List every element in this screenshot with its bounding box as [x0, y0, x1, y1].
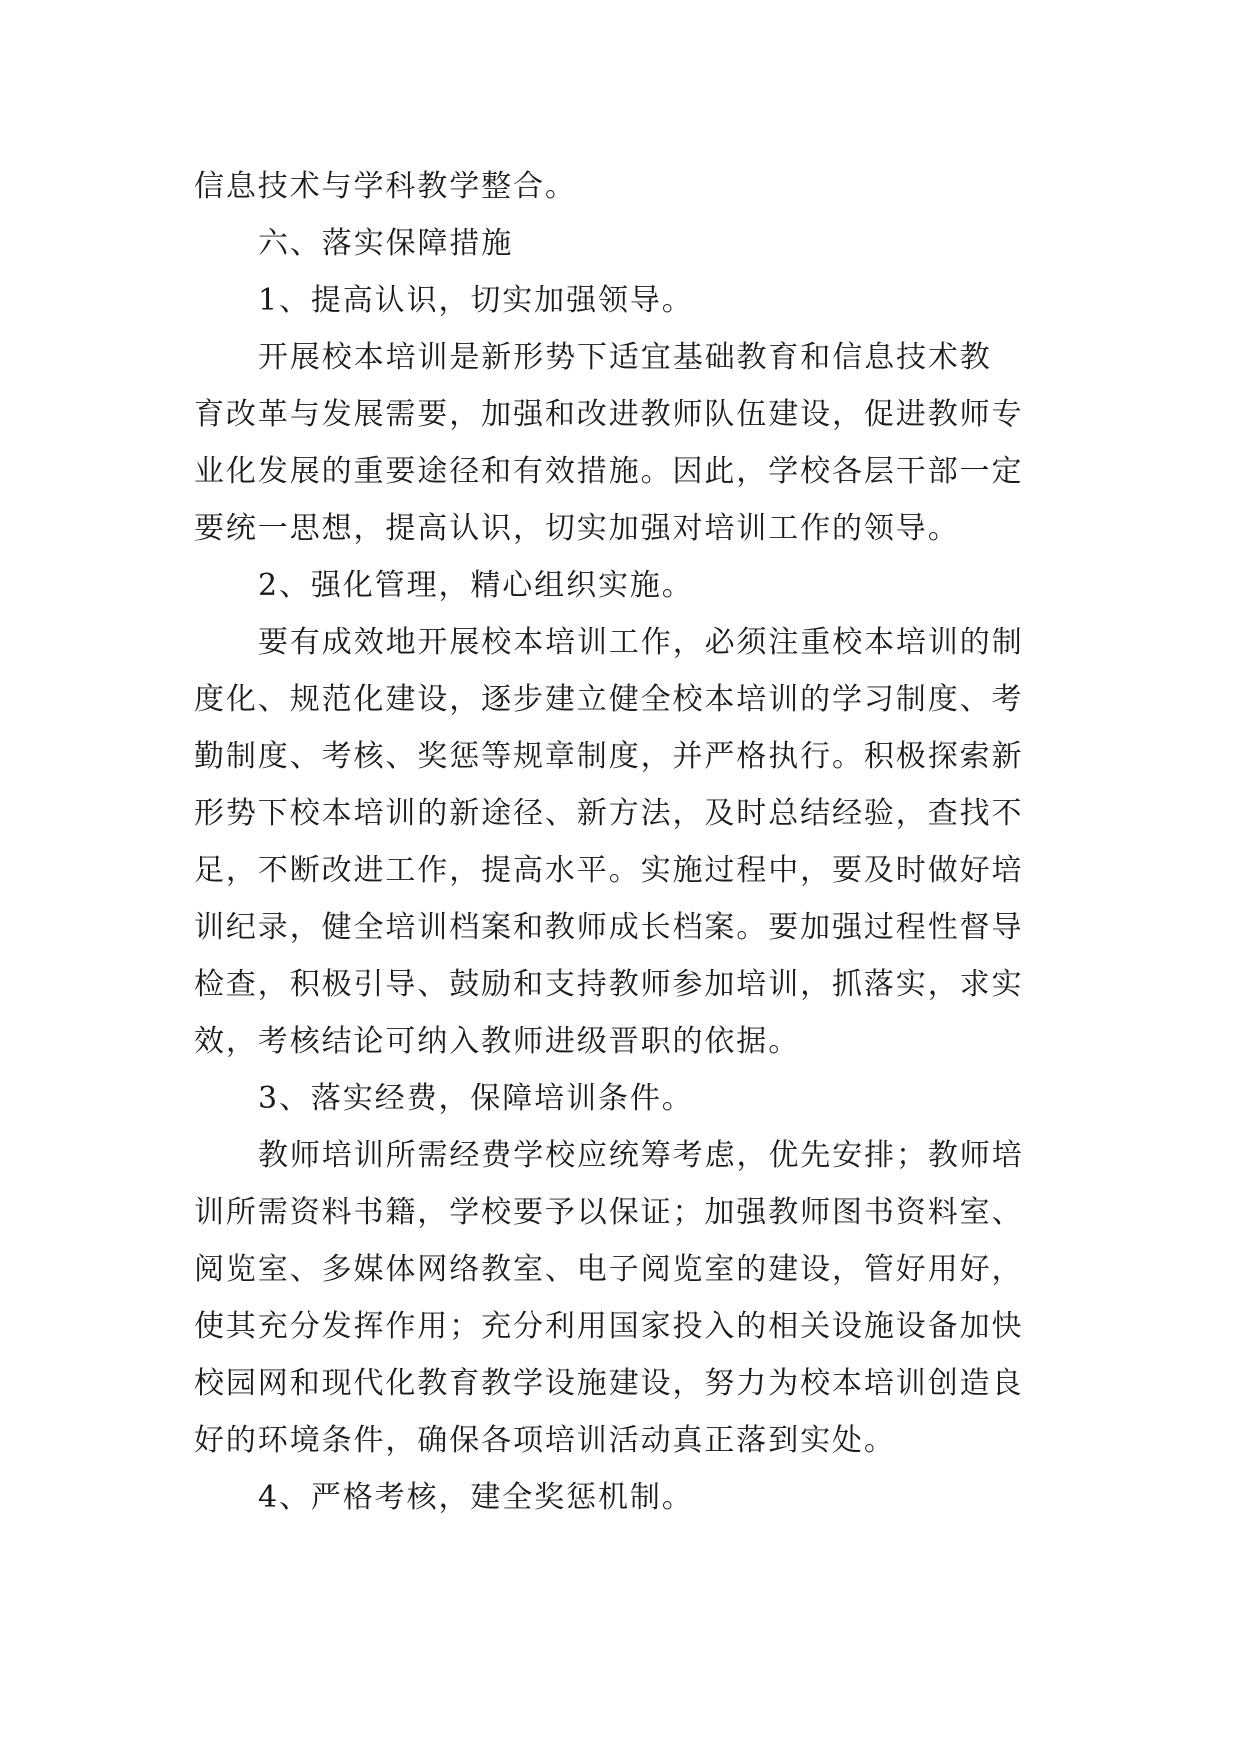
- text-line: 检查，积极引导、鼓励和支持教师参加培训，抓落实，求实: [194, 967, 1024, 1002]
- document-body: [194, 158, 1064, 1526]
- text-line: 4、严格考核，建全奖惩机制。: [258, 1480, 694, 1515]
- text-line: 校园网和现代化教育教学设施建设，努力为校本培训创造良: [194, 1366, 1024, 1401]
- text-line: 业化发展的重要途径和有效措施。因此，学校各层干部一定: [194, 454, 1024, 489]
- text-line: 好的环境条件，确保各项培训活动真正落到实处。: [194, 1423, 896, 1458]
- text-line: 训纪录，健全培训档案和教师成长档案。要加强过程性督导: [194, 910, 1024, 945]
- text-line: 信息技术与学科教学整合。: [194, 169, 577, 204]
- text-line: 形势下校本培训的新途径、新方法，及时总结经验，查找不: [194, 796, 1024, 831]
- text-line: 效，考核结论可纳入教师进级晋职的依据。: [194, 1024, 801, 1059]
- text-line: 足，不断改进工作，提高水平。实施过程中，要及时做好培: [194, 853, 1024, 888]
- text-line: 使其充分发挥作用；充分利用国家投入的相关设施设备加快: [194, 1309, 1024, 1344]
- text-line: 六、落实保障措施: [258, 226, 514, 261]
- text-line: 育改革与发展需要，加强和改进教师队伍建设，促进教师专: [194, 397, 1024, 432]
- text-line: 训所需资料书籍，学校要予以保证；加强教师图书资料室、: [194, 1195, 1024, 1230]
- text-line: 勤制度、考核、奖惩等规章制度，并严格执行。积极探索新: [194, 739, 1024, 774]
- text-line: 教师培训所需经费学校应统筹考虑，优先安排；教师培: [258, 1138, 1024, 1173]
- text-line: 开展校本培训是新形势下适宜基础教育和信息技术教: [258, 340, 992, 375]
- text-line: 度化、规范化建设，逐步建立健全校本培训的学习制度、考: [194, 682, 1024, 717]
- text-line: 2、强化管理，精心组织实施。: [258, 568, 694, 603]
- text-line: 要有成效地开展校本培训工作，必须注重校本培训的制: [258, 625, 1024, 660]
- text-line: 要统一思想，提高认识，切实加强对培训工作的领导。: [194, 511, 960, 546]
- text-line: 3、落实经费，保障培训条件。: [258, 1081, 694, 1116]
- text-line: 1、提高认识，切实加强领导。: [258, 283, 694, 318]
- text-line: 阅览室、多媒体网络教室、电子阅览室的建设，管好用好，: [194, 1252, 1024, 1287]
